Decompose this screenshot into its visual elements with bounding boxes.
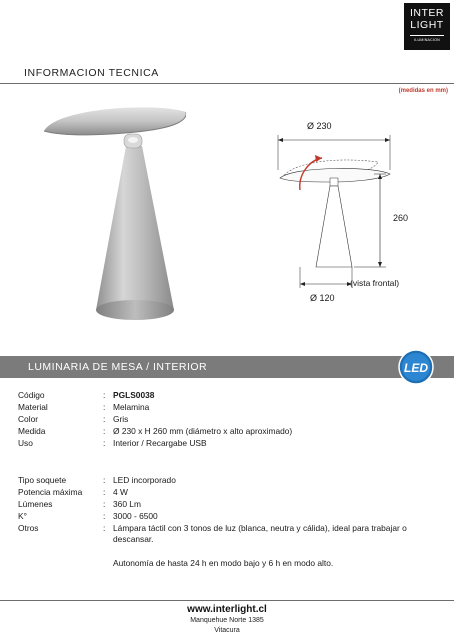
logo-divider — [410, 35, 444, 36]
brand-line2: LIGHT — [410, 19, 444, 31]
led-badge-text: LED — [404, 361, 428, 375]
spec-colon: : — [103, 475, 106, 485]
led-badge-icon — [398, 349, 434, 385]
view-note: (vista frontal) — [350, 278, 400, 288]
product-photo — [36, 98, 186, 330]
spec-label: Otros — [18, 523, 39, 533]
spec-label: Color — [18, 414, 39, 424]
spec-value: 4 W — [113, 487, 128, 497]
spec-label: Material — [18, 402, 48, 412]
lamp-cone — [96, 146, 174, 310]
spec-label: Tipo soquete — [18, 475, 67, 485]
lamp-shade — [44, 107, 186, 135]
technical-drawing — [270, 112, 410, 302]
spec-value: Ø 230 x H 260 mm (diámetro x alto aproximado) — [113, 426, 293, 436]
footer-city: Vitacura — [214, 627, 240, 634]
spec-value: Interior / Recargabe USB — [113, 438, 207, 448]
footer-divider — [0, 600, 454, 601]
spec-colon: : — [103, 390, 106, 400]
brand-line1: INTER — [410, 7, 444, 19]
section-divider — [0, 83, 454, 84]
spec-colon: : — [103, 487, 106, 497]
cone-outline — [316, 186, 352, 267]
spec-label: Medida — [18, 426, 46, 436]
spec-colon: : — [103, 426, 106, 436]
spec-label: Lúmenes — [18, 499, 53, 509]
spec-label: Uso — [18, 438, 33, 448]
lamp-base — [96, 300, 174, 320]
spec-value: 360 Lm — [113, 499, 141, 509]
spec-value: PGLS0038 — [113, 390, 155, 400]
spec-value: Gris — [113, 414, 129, 424]
diameter-label: Ø 230 — [307, 121, 332, 131]
spec-colon: : — [103, 511, 106, 521]
footer-address: Manquehue Norte 1385 — [190, 617, 264, 624]
base-label: Ø 120 — [310, 293, 335, 303]
brand-tagline: ILUMINACION — [414, 38, 440, 42]
banner-title: LUMINARIA DE MESA / INTERIOR — [28, 361, 208, 373]
spec-label: K° — [18, 511, 27, 521]
spec-colon: : — [103, 523, 106, 533]
spec-value-extra: Autonomía de hasta 24 h en modo bajo y 6 h en modo alto. — [113, 558, 334, 568]
units-note: (medidas en mm) — [398, 88, 448, 94]
category-banner — [0, 356, 454, 378]
footer-website[interactable]: www.interlight.cl — [187, 604, 267, 615]
spec-label: Código — [18, 390, 45, 400]
spec-colon: : — [103, 414, 106, 424]
spec-label: Potencia máxima — [18, 487, 83, 497]
spec-value: 3000 - 6500 — [113, 511, 158, 521]
height-label: 260 — [393, 213, 409, 223]
spec-colon: : — [103, 499, 106, 509]
spec-value: LED incorporado — [113, 475, 176, 485]
spec-colon: : — [103, 438, 106, 448]
spec-value: Melamina — [113, 402, 150, 412]
spec-value: Lámpara táctil con 3 tonos de luz (blanca, neutra y cálida), ideal para trabajar o descansar. — [113, 523, 407, 545]
brand-logo — [404, 3, 450, 50]
lamp-joint-highlight — [128, 137, 138, 143]
spec-colon: : — [103, 402, 106, 412]
section-title: INFORMACION TECNICA — [24, 67, 159, 79]
